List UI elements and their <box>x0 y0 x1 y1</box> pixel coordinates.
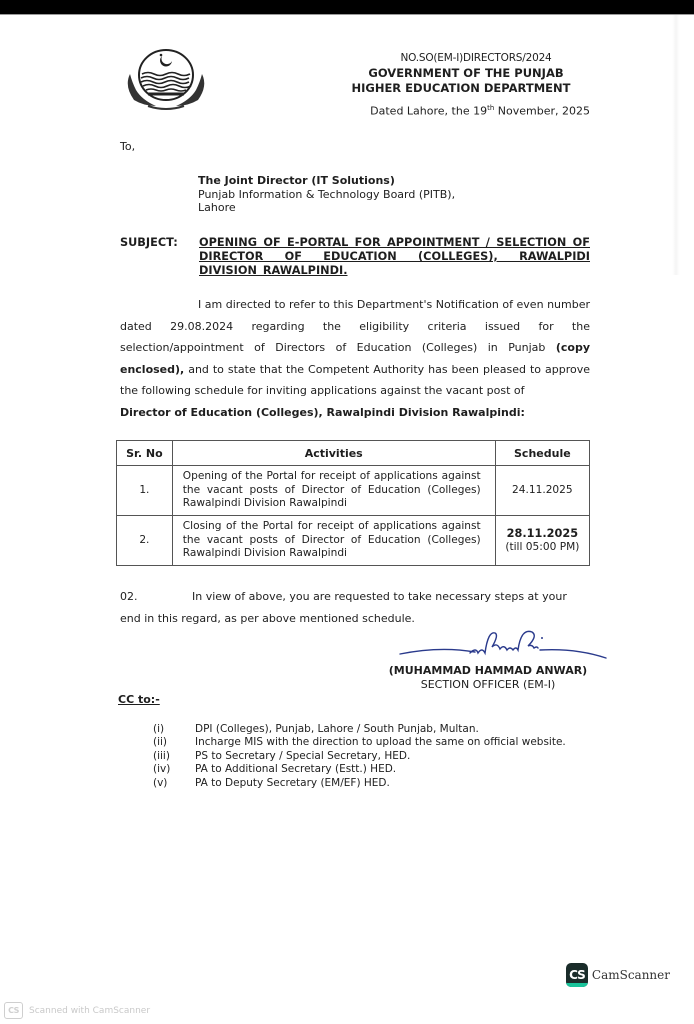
row-activity: Closing of the Portal for receipt of applications against the vacant posts of Director of Education (Colleges) Rawalpindi Division Rawalpindi <box>172 516 495 566</box>
signature-icon <box>370 626 610 668</box>
schedule-table <box>116 440 590 566</box>
camscanner-badge-icon: CS <box>566 963 588 987</box>
cc-item: (iii) PS to Secretary / Special Secretary, HED. <box>153 749 411 762</box>
cc-item: (v) PA to Deputy Secretary (EM/EF) HED. <box>153 776 390 789</box>
cc-item: (ii) Incharge MIS with the direction to upload the same on official website. <box>153 736 566 749</box>
row-schedule: 28.11.2025 (till 05:00 PM) <box>495 516 589 566</box>
camscanner-logo <box>566 962 670 988</box>
cc-item: (i) DPI (Colleges), Punjab, Lahore / South Punjab, Multan. <box>153 723 479 735</box>
subject-label: SUBJECT: <box>120 236 178 249</box>
top-black-bar <box>0 0 694 15</box>
header-sr-no: Sr. No <box>117 441 173 466</box>
row-schedule: 24.11.2025 <box>495 466 589 516</box>
cc-label: CC to:- <box>118 693 160 706</box>
body-paragraph-1: I am directed to refer to this Department's Notification of even number dated 29.08.2024 regarding the eligibility criteria issued for the selection/appointment of Directors of Education (Colleges) in Punjab (copy enclosed), and to state that the Competent Authority has been pleased to approve the following schedule for inviting applications against the vacant post of Director of Education (Colleges), Rawalpindi Division Rawalpindi: <box>120 298 590 419</box>
signatory-name: (MUHAMMAD HAMMAD ANWAR) <box>388 664 588 677</box>
table-header-row <box>117 441 590 466</box>
to-label: To, <box>120 140 136 153</box>
page-shadow <box>672 15 680 275</box>
recipient-title: The Joint Director (IT Solutions) <box>198 174 395 187</box>
reference-number: NO.SO(EM-I)DIRECTORS/2024 <box>400 52 552 64</box>
cc-item: (iv) PA to Additional Secretary (Estt.) HED. <box>153 763 397 776</box>
department-name: HIGHER EDUCATION DEPARTMENT <box>351 81 571 95</box>
cc-list <box>153 723 566 790</box>
camscanner-small-icon: CS <box>4 1002 23 1019</box>
camscanner-brand: CamScanner <box>591 968 670 982</box>
recipient-org: Punjab Information & Technology Board (PITB), <box>198 187 456 201</box>
government-name: GOVERNMENT OF THE PUNJAB <box>368 66 564 80</box>
recipient-city: Lahore <box>198 201 236 214</box>
punjab-emblem-icon <box>118 44 214 114</box>
scanned-with-text: Scanned with CamScanner <box>29 1005 151 1016</box>
recipient-address <box>198 174 455 215</box>
subject-text: OPENING OF E-PORTAL FOR APPOINTMENT / SELECTION OF DIRECTOR OF EDUCATION (COLLEGES), RAWALPIDI DIVISION RAWALPINDI. <box>199 236 590 277</box>
table-row <box>117 466 590 516</box>
header-schedule: Schedule <box>495 441 589 466</box>
row-activity: Opening of the Portal for receipt of applications against the vacant posts of Director of Education (Colleges) Rawalpindi Division Rawalpindi <box>172 466 495 516</box>
row-sr: 2. <box>117 516 173 566</box>
table-row <box>117 516 590 566</box>
scanned-with-footer <box>4 1002 150 1019</box>
signatory-designation: SECTION OFFICER (EM-I) <box>420 678 556 691</box>
row-sr: 1. <box>117 466 173 516</box>
body-paragraph-2: 02. In view of above, you are requested to take necessary steps at your end in this regard, as per above mentioned schedule. <box>120 590 567 625</box>
header-activities: Activities <box>172 441 495 466</box>
letter-date: Dated Lahore, the 19th November, 2025 <box>370 104 590 118</box>
